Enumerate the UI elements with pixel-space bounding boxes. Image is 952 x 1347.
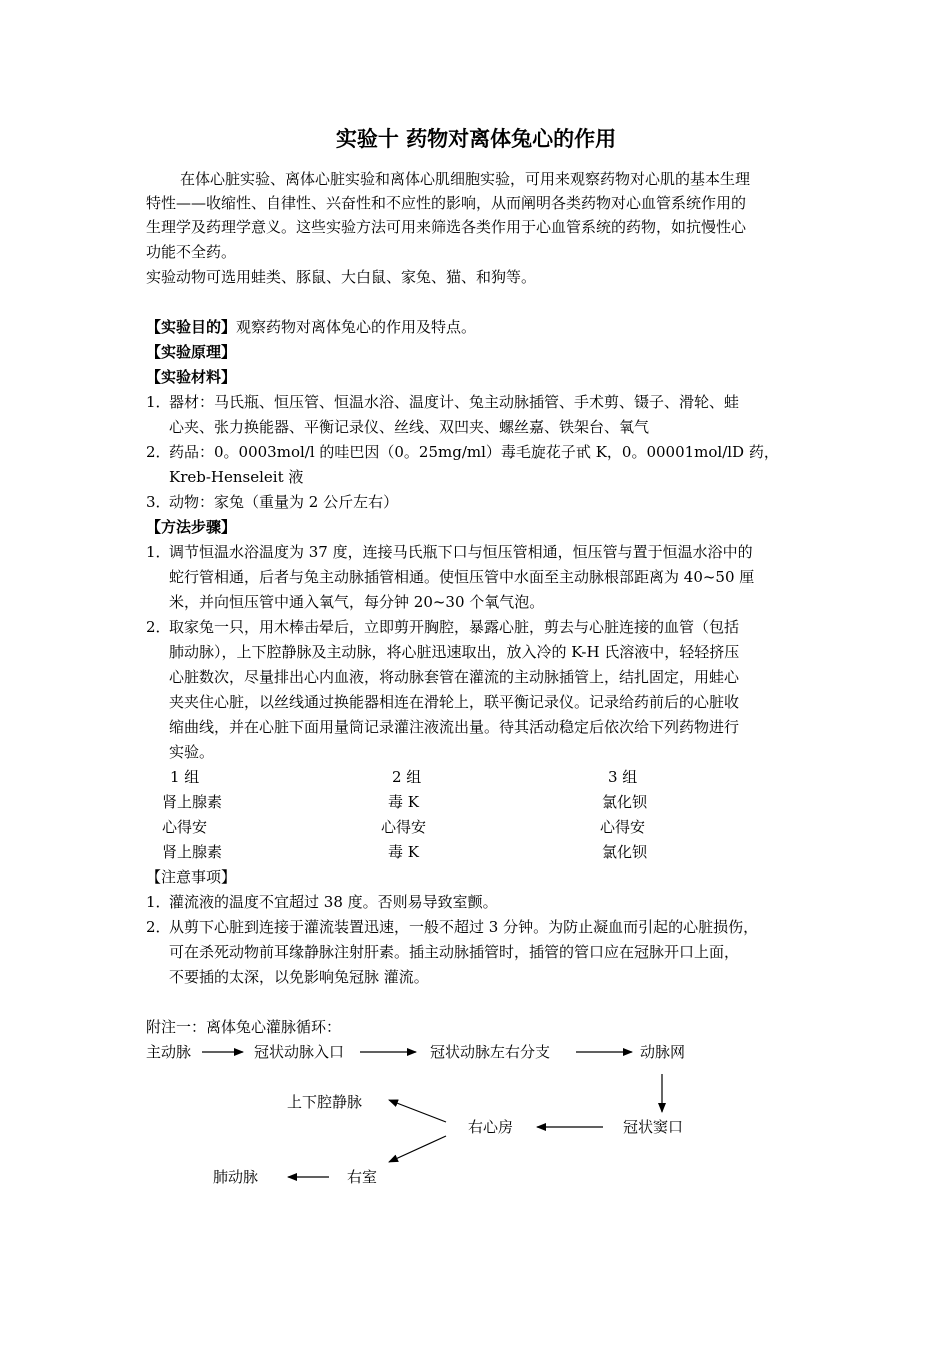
group-header-3: 3 组 [608, 768, 638, 786]
note-2-line-1: 从剪下心脏到连接于灌流装置迅速，一般不超过 3 分钟。为防止凝血而引起的心脏损伤， [169, 918, 759, 936]
method-2-line-3: 心脏数次，尽量排出心内血液，将动脉套管在灌流的主动脉插管上，结扎固定，用蛙心 [169, 668, 740, 686]
note-2-line-2: 可在杀死动物前耳缘静脉注射肝素。插主动脉插管时，插管的管口应在冠脉开口上面， [169, 943, 740, 961]
note-2-line-3: 不要插的太深，以免影响兔冠脉 灌流。 [169, 968, 429, 986]
arrow-atrium-to-cava [389, 1100, 446, 1122]
method-2-line-1: 取家兔一只，用木棒击晕后，立即剪开胸腔，暴露心脏，剪去与心脏连接的血管（包括 [169, 618, 740, 636]
material-2-line-1: 药品：0。0003mol/l 的哇巴因（0。25mg/ml）毒毛旋花子甙 K，0。00001mol/lD 药， [169, 443, 779, 461]
group-header-2: 2 组 [392, 768, 422, 786]
material-2-line-2: Kreb-Henseleit 液 [169, 468, 304, 486]
method-2-line-2: 肺动脉），上下腔静脉及主动脉，将心脏迅速取出，放入冷的 K-H 氏溶液中，轻轻挤压 [169, 643, 740, 661]
group-cell: 毒 K [388, 843, 419, 861]
method-1-line-2: 蛇行管相通，后者与兔主动脉插管相通。使恒压管中水面至主动脉根部距离为 40~50 厘 [169, 568, 755, 586]
method-2-line-4: 夹夹住心脏，以丝线通过换能器相连在滑轮上，联平衡记录仪。记录给药前后的心脏收 [169, 693, 740, 711]
node-coronary-inlet: 冠状动脉入口 [254, 1043, 345, 1061]
intro-line-5: 实验动物可选用蛙类、豚鼠、大白鼠、家兔、猫、和狗等。 [146, 268, 537, 286]
method-2-line-5: 缩曲线，并在心脏下面用量筒记录灌注液流出量。待其活动稳定后依次给下列药物进行 [169, 718, 740, 736]
material-2-number: 2． [146, 443, 171, 461]
group-cell: 肾上腺素 [162, 843, 223, 861]
material-3-line-1: 动物：家兔（重量为 2 公斤左右） [169, 493, 399, 511]
intro-line-1: 在体心脏实验、离体心脏实验和离体心肌细胞实验，可用来观察药物对心肌的基本生理 [180, 170, 751, 188]
intro-line-2: 特性——收缩性、自律性、兴奋性和不应性的影响，从而阐明各类药物对心血管系统作用的 [146, 194, 747, 212]
group-cell: 心得安 [162, 818, 208, 836]
group-cell: 毒 K [388, 793, 419, 811]
node-arterial-net: 动脉网 [640, 1043, 686, 1061]
node-right-atrium: 右心房 [468, 1118, 514, 1136]
intro-line-3: 生理学及药理学意义。这些实验方法可用来筛选各类作用于心血管系统的药物，如抗慢性心 [146, 218, 747, 236]
method-1-number: 1． [146, 543, 171, 561]
principle-heading: 【实验原理】 [146, 343, 237, 361]
material-1-number: 1． [146, 393, 171, 411]
materials-heading: 【实验材料】 [146, 368, 237, 386]
node-right-ventricle: 右室 [347, 1168, 378, 1186]
material-3-number: 3． [146, 493, 171, 511]
purpose-text: 观察药物对离体兔心的作用及特点。 [236, 318, 477, 336]
material-1-line-1: 器材：马氏瓶、恒压管、恒温水浴、温度计、兔主动脉插管、手术剪、镊子、滑轮、蛙 [169, 393, 740, 411]
method-1-line-1: 调节恒温水浴温度为 37 度，连接马氏瓶下口与恒压管相通，恒压管与置于恒温水浴中的 [169, 543, 753, 561]
note-1-number: 1． [146, 893, 171, 911]
method-heading: 【方法步骤】 [146, 518, 237, 536]
intro-line-4: 功能不全药。 [146, 243, 237, 261]
node-aorta: 主动脉 [146, 1043, 192, 1061]
page-title: 实验十 药物对离体兔心的作用 [335, 126, 617, 151]
group-header-1: 1 组 [170, 768, 200, 786]
node-pulmonary-artery: 肺动脉 [213, 1168, 259, 1186]
group-cell: 心得安 [381, 818, 427, 836]
group-cell: 肾上腺素 [162, 793, 223, 811]
group-cell: 氯化钡 [602, 793, 648, 811]
note-2-number: 2． [146, 918, 171, 936]
purpose-heading: 【实验目的】 [146, 318, 237, 336]
group-cell: 氯化钡 [602, 843, 648, 861]
method-2-number: 2． [146, 618, 171, 636]
method-1-line-3: 米，并向恒压管中通入氧气，每分钟 20~30 个氧气泡。 [169, 593, 545, 611]
method-2-line-6: 实验。 [169, 743, 215, 761]
node-vena-cava: 上下腔静脉 [287, 1093, 363, 1111]
node-coronary-sinus: 冠状窦口 [623, 1118, 684, 1136]
group-cell: 心得安 [600, 818, 646, 836]
note-1-line-1: 灌流液的温度不宜超过 38 度。否则易导致室颤。 [169, 893, 498, 911]
appendix-title: 附注一：离体兔心灌脉循环： [146, 1018, 342, 1036]
node-coronary-branches: 冠状动脉左右分支 [430, 1043, 551, 1061]
arrow-atrium-to-ventricle [389, 1136, 446, 1162]
material-1-line-2: 心夹、张力换能器、平衡记录仪、丝线、双凹夹、螺丝嘉、铁架台、氧气 [169, 418, 650, 436]
notes-heading: 【注意事项】 [146, 868, 237, 886]
